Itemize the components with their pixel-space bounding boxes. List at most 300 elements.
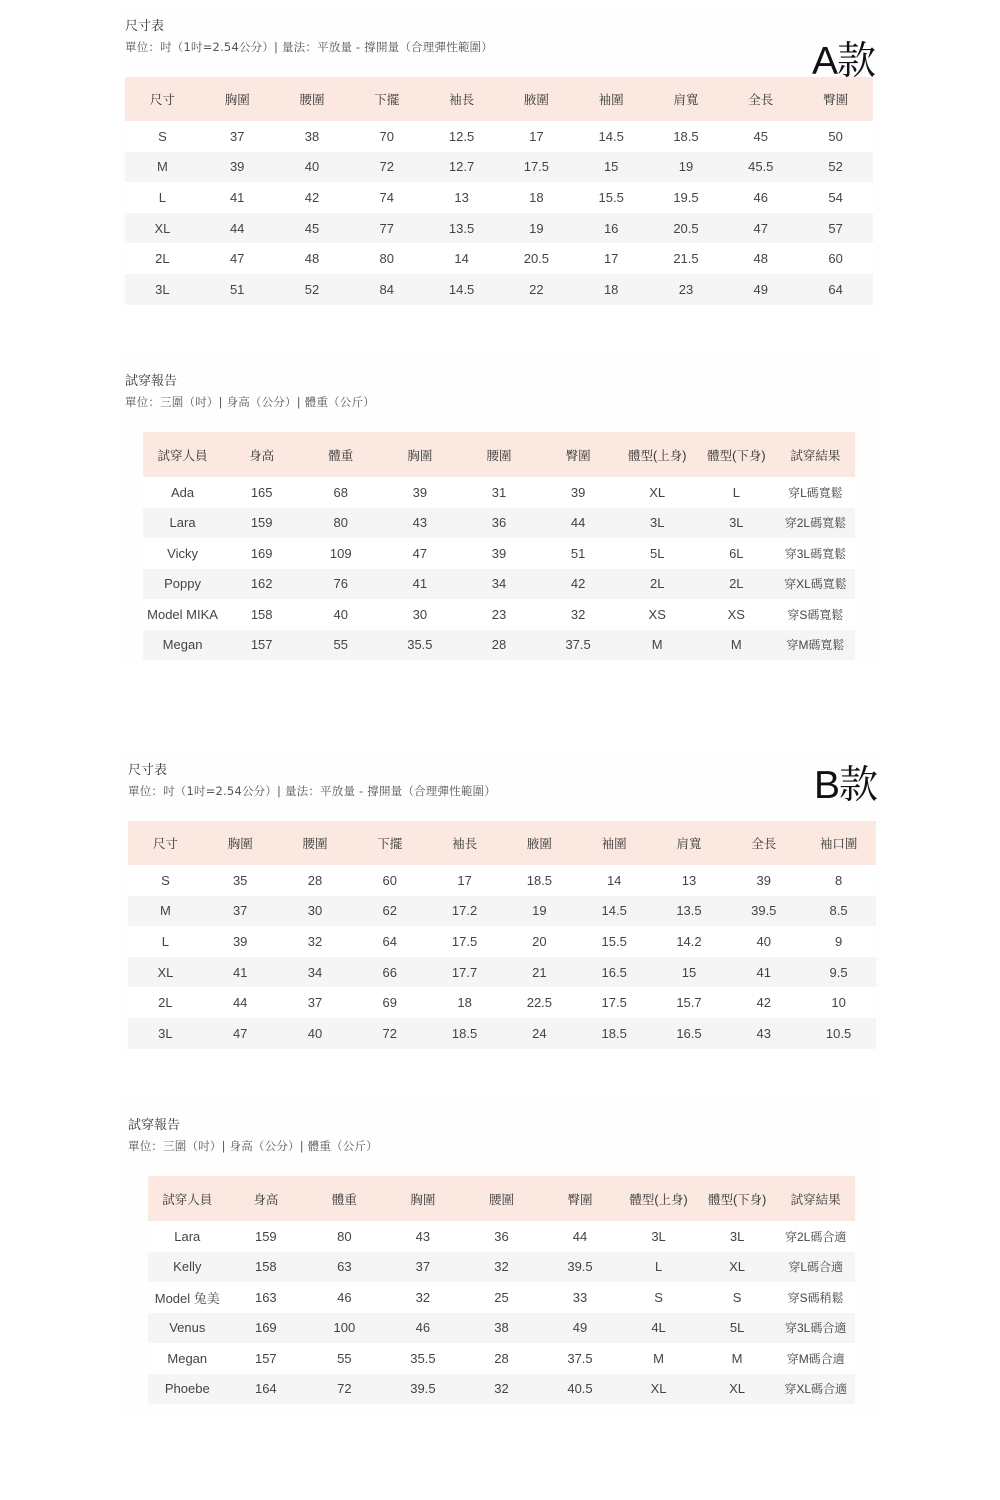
- table-cell: 3L: [155, 281, 170, 297]
- column-header: 腰圍: [302, 837, 328, 851]
- table-cell: S: [158, 128, 167, 144]
- table-cell: 47: [412, 545, 428, 561]
- table-cell: L: [654, 1259, 663, 1275]
- table-cell: 穿2L碼寬鬆: [784, 516, 847, 531]
- column-header: 試穿結果: [790, 448, 841, 463]
- column-header: 體型(上身): [629, 1192, 688, 1207]
- column-header: 體型(上身): [628, 448, 687, 463]
- table-cell: 44: [232, 995, 248, 1011]
- table-cell: 100: [333, 1320, 356, 1336]
- table-row: [143, 569, 855, 600]
- table-cell: Vicky: [167, 545, 198, 561]
- table-cell: 穿L碼合適: [788, 1260, 844, 1275]
- column-header: 腰圍: [488, 1192, 514, 1207]
- table-cell: 40: [333, 606, 348, 622]
- table-cell: Venus: [169, 1320, 206, 1336]
- table-cell: 169: [250, 545, 273, 561]
- column-header: 全長: [751, 837, 777, 851]
- table-cell: 32: [307, 933, 323, 949]
- column-header: 胸圍: [410, 1192, 436, 1207]
- column-header: 袖圍: [598, 93, 624, 107]
- table-row: [148, 1252, 855, 1283]
- table-cell: 164: [254, 1381, 277, 1397]
- column-header: 胸圍: [407, 448, 433, 463]
- table-row: [125, 152, 873, 183]
- table-cell: 13.5: [676, 903, 702, 919]
- table-cell: 28: [491, 637, 507, 653]
- table-cell: 38: [304, 128, 320, 144]
- size-chart-a-subtitle: 單位：吋（1吋=2.54公分）| 量法：平放量 - 撐開量（合理彈性範圍）: [125, 40, 493, 54]
- table-cell: 37.5: [567, 1350, 593, 1366]
- size-chart-b-subtitle: 單位：吋（1吋=2.54公分）| 量法：平放量 - 撐開量（合理彈性範圍）: [128, 784, 496, 798]
- table-cell: 10: [831, 995, 846, 1011]
- table-cell: 4L: [651, 1320, 666, 1336]
- table-row: [125, 213, 873, 244]
- table-cell: 64: [828, 281, 843, 297]
- table-cell: 19: [529, 220, 544, 236]
- table-cell: 44: [570, 515, 586, 531]
- table-cell: 80: [333, 515, 348, 531]
- column-header: 袖長: [449, 93, 475, 107]
- table-cell: 17.2: [451, 903, 478, 919]
- table-cell: 20.5: [523, 251, 550, 267]
- table-cell: Megan: [162, 637, 203, 653]
- table-cell: 23: [678, 281, 694, 297]
- table-cell: 32: [570, 606, 586, 622]
- fit-report-a-table: [143, 432, 855, 660]
- fit-report-b-subtitle: 單位：三圍（吋）| 身高（公分）| 體重（公斤）: [128, 1139, 378, 1153]
- table-cell: 35.5: [410, 1350, 436, 1366]
- table-cell: 49: [753, 281, 768, 297]
- table-cell: 40: [304, 159, 320, 175]
- table-row: [128, 957, 876, 988]
- fit-report-a-subtitle: 單位：三圍（吋）| 身高（公分）| 體重（公斤）: [125, 395, 375, 409]
- table-row: [125, 274, 873, 305]
- table-cell: 24: [532, 1025, 547, 1041]
- table-row: [128, 865, 876, 896]
- table-cell: 16.5: [676, 1025, 702, 1041]
- table-cell: 55: [333, 637, 348, 653]
- table-cell: 74: [379, 189, 395, 205]
- table-cell: 37: [232, 903, 248, 919]
- table-cell: 3L: [158, 1025, 173, 1041]
- table-row: [143, 630, 855, 661]
- table-cell: 60: [382, 872, 398, 888]
- table-cell: 72: [337, 1381, 352, 1397]
- table-cell: 43: [412, 515, 428, 531]
- table-cell: 80: [379, 251, 395, 267]
- table-cell: XL: [729, 1381, 746, 1397]
- column-header: 臀圍: [823, 93, 849, 107]
- table-cell: L: [158, 189, 167, 205]
- table-cell: 36: [491, 515, 507, 531]
- table-cell: 10.5: [825, 1025, 852, 1041]
- column-header: 身高: [253, 1192, 279, 1207]
- table-cell: 18: [603, 281, 619, 297]
- table-cell: 43: [756, 1025, 771, 1041]
- fit-report-b-table: [148, 1176, 855, 1404]
- table-cell: 159: [250, 515, 273, 531]
- table-cell: 169: [254, 1320, 277, 1336]
- table-cell: 39: [570, 484, 586, 500]
- column-header: 體重: [328, 448, 354, 463]
- table-cell: 25: [494, 1289, 509, 1305]
- table-cell: 9.5: [829, 964, 848, 980]
- table-cell: 穿L碼寬鬆: [788, 485, 843, 500]
- table-cell: 84: [379, 281, 395, 297]
- column-header: 臀圍: [567, 1192, 593, 1207]
- table-cell: 45.5: [748, 159, 774, 175]
- table-cell: 40: [756, 933, 771, 949]
- table-cell: 5L: [729, 1320, 745, 1336]
- table-cell: 17.7: [451, 964, 478, 980]
- table-cell: 57: [828, 220, 843, 236]
- table-cell: 8: [834, 872, 843, 888]
- table-cell: 18.5: [673, 128, 699, 144]
- table-cell: Model 兔美: [154, 1290, 220, 1306]
- table-cell: 34: [491, 576, 507, 592]
- table-row: [128, 987, 876, 1018]
- table-cell: 55: [337, 1350, 352, 1366]
- table-cell: 18.5: [526, 872, 553, 888]
- column-header: 尺寸: [152, 837, 178, 851]
- style-b-label: B款: [814, 764, 878, 807]
- column-header: 體重: [331, 1192, 357, 1207]
- table-cell: 穿3L碼寬鬆: [784, 546, 847, 561]
- table-cell: 22.5: [526, 995, 553, 1011]
- table-cell: 5L: [649, 545, 665, 561]
- table-cell: Ada: [170, 484, 195, 500]
- table-cell: 39.5: [567, 1259, 593, 1275]
- table-cell: M: [651, 637, 663, 653]
- table-cell: XS: [727, 606, 745, 622]
- table-cell: 44: [229, 220, 245, 236]
- table-row: [143, 477, 855, 508]
- table-cell: 20.5: [673, 220, 699, 236]
- table-cell: 3L: [729, 1228, 745, 1244]
- table-cell: 31: [491, 484, 507, 500]
- table-cell: 17: [529, 128, 544, 144]
- table-cell: 42: [756, 995, 771, 1011]
- style-a-label: A款: [812, 40, 876, 83]
- table-cell: 47: [232, 1025, 248, 1041]
- column-header: 試穿結果: [790, 1192, 841, 1207]
- table-cell: 39.5: [751, 903, 777, 919]
- column-header: 腰圍: [486, 448, 512, 463]
- column-header: 腋圍: [526, 837, 552, 851]
- table-cell: 52: [304, 281, 320, 297]
- table-cell: 14.2: [676, 933, 702, 949]
- table-cell: 37.5: [565, 637, 591, 653]
- table-cell: 穿2L碼合適: [785, 1229, 847, 1244]
- size-chart-b-title: 尺寸表: [128, 763, 168, 778]
- table-cell: XS: [648, 606, 666, 622]
- column-header: 下擺: [374, 93, 400, 107]
- table-cell: 44: [572, 1228, 588, 1244]
- table-cell: 2L: [729, 576, 744, 592]
- table-cell: 9: [834, 933, 843, 949]
- table-cell: 70: [379, 128, 395, 144]
- table-cell: 20: [532, 933, 547, 949]
- table-cell: 36: [494, 1228, 509, 1244]
- table-cell: 15.5: [598, 189, 624, 205]
- table-cell: 66: [382, 964, 398, 980]
- table-header-row: [128, 821, 876, 865]
- table-cell: Phoebe: [164, 1381, 210, 1397]
- table-cell: 60: [828, 251, 843, 267]
- table-cell: 穿XL碼合適: [784, 1382, 848, 1397]
- column-header: 試穿人員: [162, 1192, 213, 1207]
- table-cell: 47: [229, 251, 245, 267]
- table-cell: 15: [603, 159, 619, 175]
- table-row: [125, 182, 873, 213]
- column-header: 身高: [249, 448, 275, 463]
- column-header: 肩寬: [673, 93, 699, 107]
- table-cell: 2L: [158, 995, 173, 1011]
- table-row: [125, 243, 873, 274]
- table-row: [128, 926, 876, 957]
- table-cell: 39.5: [410, 1381, 436, 1397]
- table-cell: 63: [337, 1259, 352, 1275]
- column-header: 肩寬: [676, 837, 702, 851]
- table-cell: Poppy: [164, 576, 201, 592]
- table-cell: 30: [412, 606, 428, 622]
- table-cell: 28: [494, 1350, 509, 1366]
- table-cell: 41: [756, 964, 771, 980]
- table-cell: M: [159, 903, 171, 919]
- table-row: [128, 896, 876, 927]
- column-header: 體型(下身): [707, 1192, 767, 1207]
- table-cell: 23: [491, 606, 507, 622]
- table-cell: 43: [415, 1228, 431, 1244]
- table-cell: 32: [494, 1259, 509, 1275]
- table-cell: 15: [681, 964, 697, 980]
- table-cell: 13.5: [448, 220, 475, 236]
- table-cell: 17.5: [601, 995, 627, 1011]
- table-row: [143, 538, 855, 569]
- table-cell: 16.5: [601, 964, 627, 980]
- table-cell: 18.5: [451, 1025, 478, 1041]
- table-cell: M: [731, 1350, 743, 1366]
- table-cell: 13: [454, 189, 469, 205]
- table-cell: 38: [494, 1320, 509, 1336]
- table-cell: 21: [532, 964, 547, 980]
- table-cell: 72: [382, 1025, 398, 1041]
- table-cell: 13: [681, 872, 697, 888]
- table-cell: XL: [650, 1381, 667, 1397]
- table-cell: 47: [753, 220, 768, 236]
- table-row: [143, 508, 855, 539]
- table-row: [148, 1374, 855, 1405]
- table-cell: 14: [606, 872, 622, 888]
- table-cell: 51: [229, 281, 245, 297]
- table-cell: M: [730, 637, 742, 653]
- table-row: [143, 599, 855, 630]
- column-header: 袖長: [452, 837, 478, 851]
- table-header-row: [125, 77, 873, 121]
- table-cell: 68: [333, 484, 348, 500]
- table-cell: 18: [529, 189, 544, 205]
- table-row: [148, 1313, 855, 1344]
- table-cell: 17.5: [451, 933, 478, 949]
- table-cell: 2L: [155, 251, 170, 267]
- column-header: 腰圍: [299, 93, 325, 107]
- table-cell: 19: [678, 159, 694, 175]
- table-cell: 37: [307, 995, 323, 1011]
- table-cell: 77: [379, 220, 395, 236]
- table-cell: 45: [304, 220, 320, 236]
- table-cell: 32: [494, 1381, 509, 1397]
- table-cell: 41: [232, 964, 248, 980]
- table-cell: 40: [307, 1025, 323, 1041]
- table-cell: 18: [457, 995, 472, 1011]
- table-cell: Kelly: [173, 1259, 202, 1275]
- table-cell: 158: [250, 606, 273, 622]
- table-cell: 33: [572, 1289, 588, 1305]
- table-cell: 6L: [729, 545, 744, 561]
- table-header-row: [148, 1176, 855, 1221]
- table-cell: 158: [254, 1259, 277, 1275]
- table-cell: 39: [229, 159, 245, 175]
- table-cell: 41: [412, 576, 428, 592]
- table-cell: S: [161, 872, 170, 888]
- table-cell: XL: [729, 1259, 746, 1275]
- table-cell: XL: [157, 964, 174, 980]
- table-cell: 12.5: [448, 128, 475, 144]
- column-header: 下擺: [377, 837, 403, 851]
- table-cell: L: [732, 484, 740, 500]
- table-cell: 157: [254, 1350, 277, 1366]
- table-cell: 162: [250, 576, 273, 592]
- table-cell: 35: [232, 872, 248, 888]
- table-cell: 37: [415, 1259, 431, 1275]
- table-cell: 48: [304, 251, 320, 267]
- table-cell: 52: [828, 159, 843, 175]
- table-cell: 32: [415, 1289, 431, 1305]
- table-cell: 3L: [649, 515, 665, 531]
- table-cell: L: [161, 933, 170, 949]
- table-cell: 17.5: [523, 159, 550, 175]
- size-chart-b-table: [128, 821, 876, 1049]
- table-cell: 46: [753, 189, 768, 205]
- table-cell: 49: [572, 1320, 588, 1336]
- table-cell: 穿S碼稍鬆: [787, 1290, 844, 1305]
- table-header-row: [143, 432, 855, 477]
- table-cell: 62: [382, 903, 398, 919]
- column-header: 袖口圍: [819, 837, 858, 851]
- column-header: 腋圍: [523, 93, 549, 107]
- table-cell: 159: [254, 1228, 277, 1244]
- table-cell: 19.5: [673, 189, 699, 205]
- table-cell: 76: [333, 576, 348, 592]
- size-chart-a-table: [125, 77, 873, 305]
- table-cell: M: [156, 159, 168, 175]
- column-header: 胸圍: [227, 837, 253, 851]
- table-cell: 12.7: [448, 159, 475, 175]
- size-chart-a-title: 尺寸表: [125, 19, 165, 34]
- table-cell: 45: [753, 128, 768, 144]
- column-header: 臀圍: [565, 448, 591, 463]
- table-row: [148, 1221, 855, 1252]
- table-cell: 穿M碼合適: [786, 1351, 845, 1366]
- table-cell: 50: [828, 128, 843, 144]
- table-cell: 35.5: [407, 637, 433, 653]
- table-cell: 8.5: [829, 903, 848, 919]
- table-cell: 3L: [651, 1228, 666, 1244]
- table-cell: 165: [250, 484, 273, 500]
- table-cell: 42: [304, 189, 320, 205]
- table-row: [148, 1282, 855, 1313]
- column-header: 袖圍: [601, 837, 627, 851]
- table-cell: 17: [457, 872, 472, 888]
- table-cell: 39: [232, 933, 248, 949]
- table-cell: 15.5: [601, 933, 627, 949]
- table-cell: 72: [379, 159, 395, 175]
- table-cell: 42: [570, 576, 586, 592]
- table-cell: Lara: [174, 1228, 201, 1244]
- table-cell: 2L: [649, 576, 665, 592]
- table-cell: XL: [154, 220, 171, 236]
- table-cell: 14.5: [601, 903, 627, 919]
- fit-report-a-title: 試穿報告: [125, 374, 178, 389]
- table-cell: XL: [649, 484, 666, 500]
- table-cell: 109: [329, 545, 352, 561]
- table-cell: 48: [753, 251, 768, 267]
- table-cell: 穿XL碼寬鬆: [784, 577, 847, 592]
- table-cell: 51: [570, 545, 586, 561]
- table-cell: 14.5: [448, 281, 475, 297]
- fit-report-b-title: 試穿報告: [128, 1118, 181, 1133]
- table-cell: 22: [529, 281, 544, 297]
- table-cell: 30: [307, 903, 323, 919]
- column-header: 體型(下身): [707, 448, 766, 463]
- table-cell: 18.5: [601, 1025, 627, 1041]
- table-cell: 163: [254, 1289, 277, 1305]
- table-cell: M: [653, 1350, 664, 1366]
- table-cell: 19: [532, 903, 547, 919]
- table-row: [128, 1018, 876, 1049]
- table-cell: 46: [415, 1320, 431, 1336]
- column-header: 全長: [748, 93, 774, 107]
- table-cell: Model MIKA: [147, 606, 218, 622]
- table-cell: 69: [382, 995, 398, 1011]
- table-cell: S: [732, 1289, 742, 1305]
- table-cell: 17: [603, 251, 619, 267]
- table-row: [125, 121, 873, 152]
- table-cell: 40.5: [567, 1381, 593, 1397]
- table-cell: 3L: [729, 515, 744, 531]
- table-cell: 16: [603, 220, 619, 236]
- table-cell: 41: [229, 189, 245, 205]
- table-cell: 157: [250, 637, 273, 653]
- table-cell: 15.7: [676, 995, 702, 1011]
- table-cell: Lara: [169, 515, 196, 531]
- table-cell: 80: [337, 1228, 352, 1244]
- table-cell: 14.5: [598, 128, 624, 144]
- table-cell: 64: [382, 933, 398, 949]
- table-cell: 穿S碼寬鬆: [787, 607, 844, 622]
- table-cell: 39: [756, 872, 771, 888]
- table-cell: 54: [828, 189, 843, 205]
- column-header: 試穿人員: [157, 448, 208, 463]
- table-cell: 34: [307, 964, 323, 980]
- column-header: 胸圍: [224, 93, 250, 107]
- table-cell: 39: [412, 484, 428, 500]
- table-cell: Megan: [167, 1350, 208, 1366]
- table-cell: 37: [229, 128, 245, 144]
- table-cell: 46: [337, 1289, 352, 1305]
- table-cell: 穿3L碼合適: [785, 1321, 847, 1336]
